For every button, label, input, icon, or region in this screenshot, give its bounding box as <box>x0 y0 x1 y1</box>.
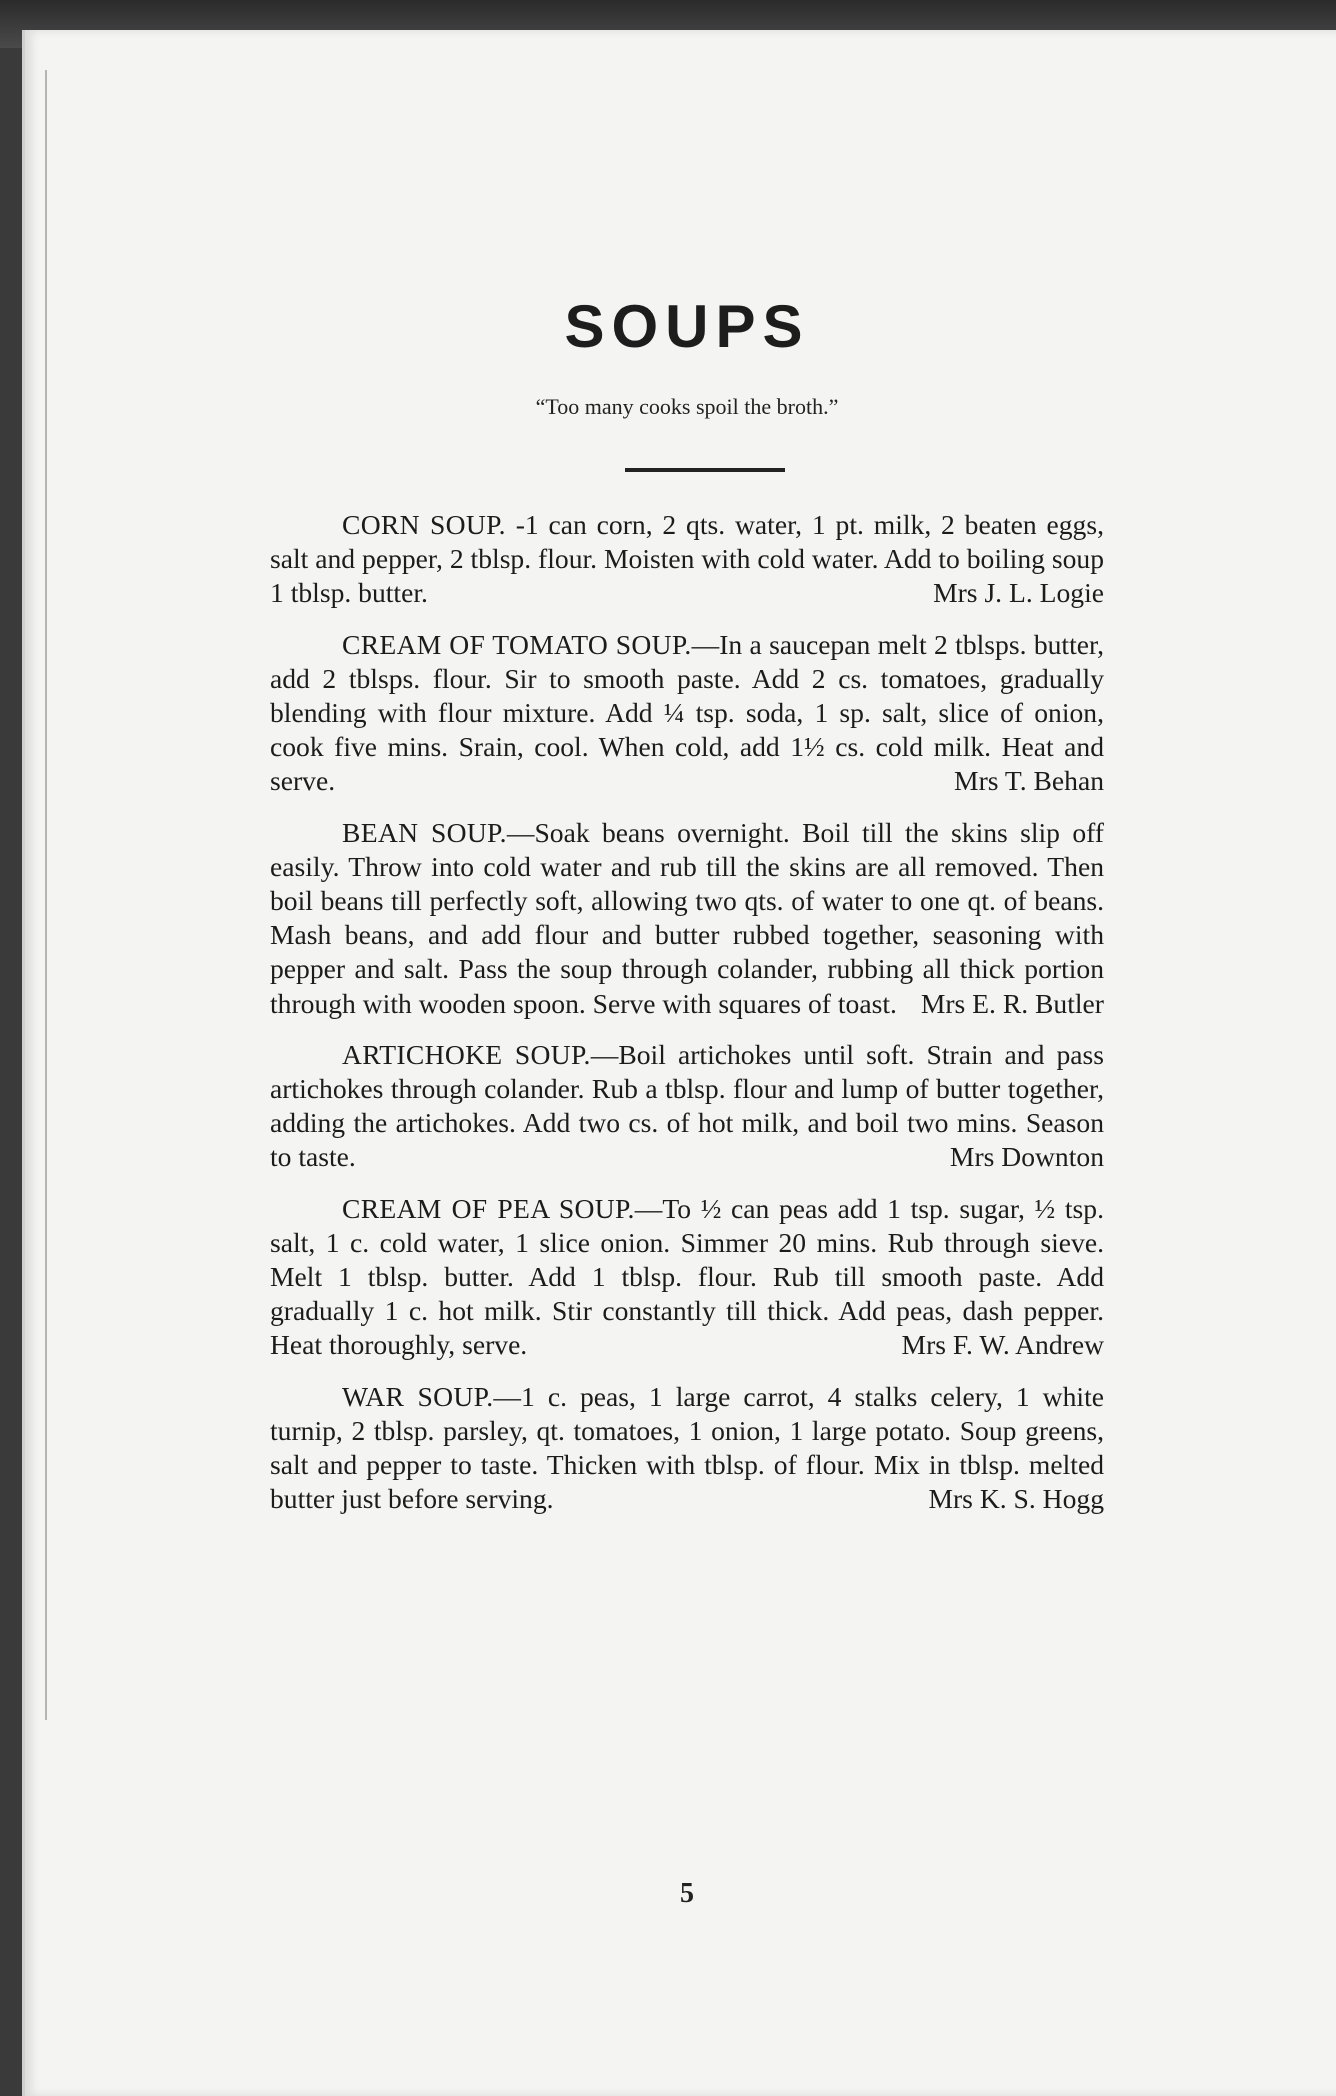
recipe-text: —Soak beans overnight. Boil till the skins slip off easily. Throw into cold water and rub till the skins are all removed. Then boil beans till perfectly soft, allowing two qts. of water to one qt. of beans. Mash beans, and add flour and butter rubbed together, seasoning with pepper and salt. Pass the soup through colander, rubbing all thick portion through with wooden spoon. Serve with squares of toast. <box>270 816 1104 1019</box>
recipe-text: —Boil artichokes until soft. Strain and pass artichokes through colander. Rub a tblsp. flour and lump of butter together, adding the artichokes. Add two cs. of hot milk, and boil two mins. Season to taste. <box>270 1038 1104 1173</box>
recipe-cream-of-pea-soup <box>270 1192 1104 1363</box>
recipe-artichoke-soup <box>270 1038 1104 1175</box>
recipe-list <box>270 508 1104 1533</box>
recipe-cream-of-tomato-soup <box>270 628 1104 799</box>
page-title: SOUPS <box>564 293 810 360</box>
recipe-text: -1 can corn, 2 qts. water, 1 pt. milk, 2 beaten eggs, salt and pepper, 2 tblsp. flour. Moisten with cold water. Add to boiling soup 1 tblsp. butter. <box>270 509 1104 609</box>
recipe-corn-soup <box>270 508 1104 611</box>
recipe-text: —1 c. peas, 1 large carrot, 4 stalks celery, 1 white turnip, 2 tblsp. parsley, qt. tomatoes, 1 onion, 1 large potato. Soup greens, salt and pepper to taste. Thicken with tblsp. of flour. Mix in tblsp. melted butter just before serving. <box>270 1380 1104 1515</box>
epigraph: “Too many cooks spoil the broth.” <box>535 394 839 419</box>
recipe-text: —In a saucepan melt 2 tblsps. butter, add 2 tblsps. flour. Sir to smooth paste. Add 2 cs. tomatoes, gradually blending with flour mixture. Add ¼ tsp. soda, 1 sp. salt, slice of onion, cook five mins. Srain, cool. When cold, add 1½ cs. cold milk. Heat and serve. <box>270 628 1104 797</box>
page-number: 5 <box>680 1878 694 1909</box>
divider-rule <box>625 468 785 472</box>
recipe-name: CORN SOUP. <box>342 509 506 540</box>
recipe-text: —To ½ can peas add 1 tsp. sugar, ½ tsp. salt, 1 c. cold water, 1 slice onion. Simmer 20 mins. Rub through sieve. Melt 1 tblsp. butter. Add 1 tblsp. flour. Rub till smooth paste. Add gradually 1 c. hot milk. Stir constantly till thick. Add peas, dash pepper. Heat thoroughly, serve. <box>270 1192 1104 1361</box>
recipe-name: ARTICHOKE SOUP. <box>342 1038 591 1070</box>
recipe-war-soup <box>270 1380 1104 1517</box>
recipe-name: CREAM OF TOMATO SOUP. <box>342 628 692 660</box>
recipe-name: BEAN SOUP. <box>342 816 507 848</box>
recipe-author: Mrs F. W. Andrew <box>901 1329 1104 1361</box>
recipe-name: CREAM OF PEA SOUP. <box>342 1192 635 1224</box>
recipe-author: Mrs J. L. Logie <box>933 577 1104 609</box>
recipe-bean-soup <box>270 816 1104 1021</box>
recipe-author: Mrs K. S. Hogg <box>928 1483 1104 1515</box>
recipe-name: WAR SOUP. <box>342 1380 494 1412</box>
recipe-author: Mrs Downton <box>949 1141 1104 1173</box>
recipe-author: Mrs T. Behan <box>954 765 1104 797</box>
book-page <box>22 30 1336 2096</box>
recipe-author: Mrs E. R. Butler <box>920 987 1104 1019</box>
